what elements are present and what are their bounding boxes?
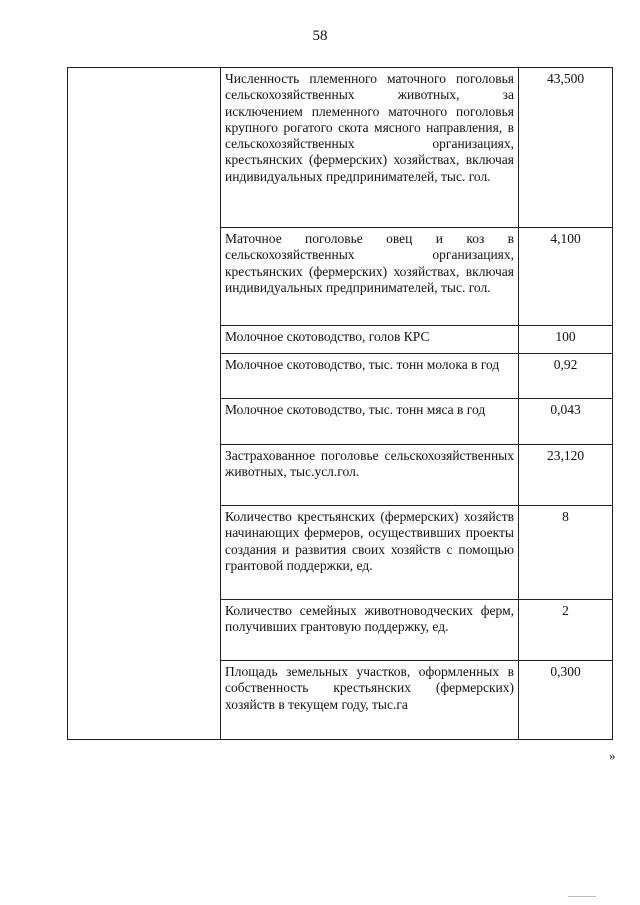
indicator-value: 2	[519, 600, 613, 661]
indicator-description: Маточное поголовье овец и коз в сельскохозяйственных организациях, крестьянских (фермерских) хозяйствах, включая индивидуальных предпринимателей, тыс. гол.	[221, 228, 519, 326]
indicator-description: Застрахованное поголовье сельскохозяйственных животных, тыс.усл.гол.	[221, 445, 519, 506]
indicator-description: Численность племенного маточного поголовья сельскохозяйственных животных, за исключением племенного маточного поголовья крупного рогатого скота мясного направления, в сельскохозяйственных организациях, крестьянских (фермерских) хозяйствах, включая индивидуальных предпринимателей, тыс. гол.	[221, 68, 519, 228]
indicator-description: Молочное скотоводство, тыс. тонн молока в год	[221, 354, 519, 399]
indicator-description: Молочное скотоводство, голов КРС	[221, 326, 519, 354]
page-number: 58	[312, 28, 328, 44]
indicator-value: 43,500	[519, 68, 613, 228]
indicator-value: 23,120	[519, 445, 613, 506]
indicator-description: Молочное скотоводство, тыс. тонн мяса в год	[221, 399, 519, 445]
indicators-table	[67, 67, 613, 740]
indicator-value: 100	[519, 326, 613, 354]
scan-mark	[568, 896, 596, 897]
indicator-value: 0,300	[519, 661, 613, 740]
indicator-description: Количество крестьянских (фермерских) хозяйств начинающих фермеров, осуществивших проекты создания и развития своих хозяйств с помощью грантовой поддержки, ед.	[221, 506, 519, 600]
indicator-value: 8	[519, 506, 613, 600]
indicator-description: Количество семейных животноводческих ферм, получивших грантовую поддержку, ед.	[221, 600, 519, 661]
indicator-value: 0,043	[519, 399, 613, 445]
indicator-value: 0,92	[519, 354, 613, 399]
indicator-value: 4,100	[519, 228, 613, 326]
empty-first-column-cell	[68, 68, 221, 740]
closing-quote: »	[609, 748, 616, 763]
indicator-description: Площадь земельных участков, оформленных в собственность крестьянских (фермерских) хозяйств в текущем году, тыс.га	[221, 661, 519, 740]
table-row	[68, 68, 613, 228]
